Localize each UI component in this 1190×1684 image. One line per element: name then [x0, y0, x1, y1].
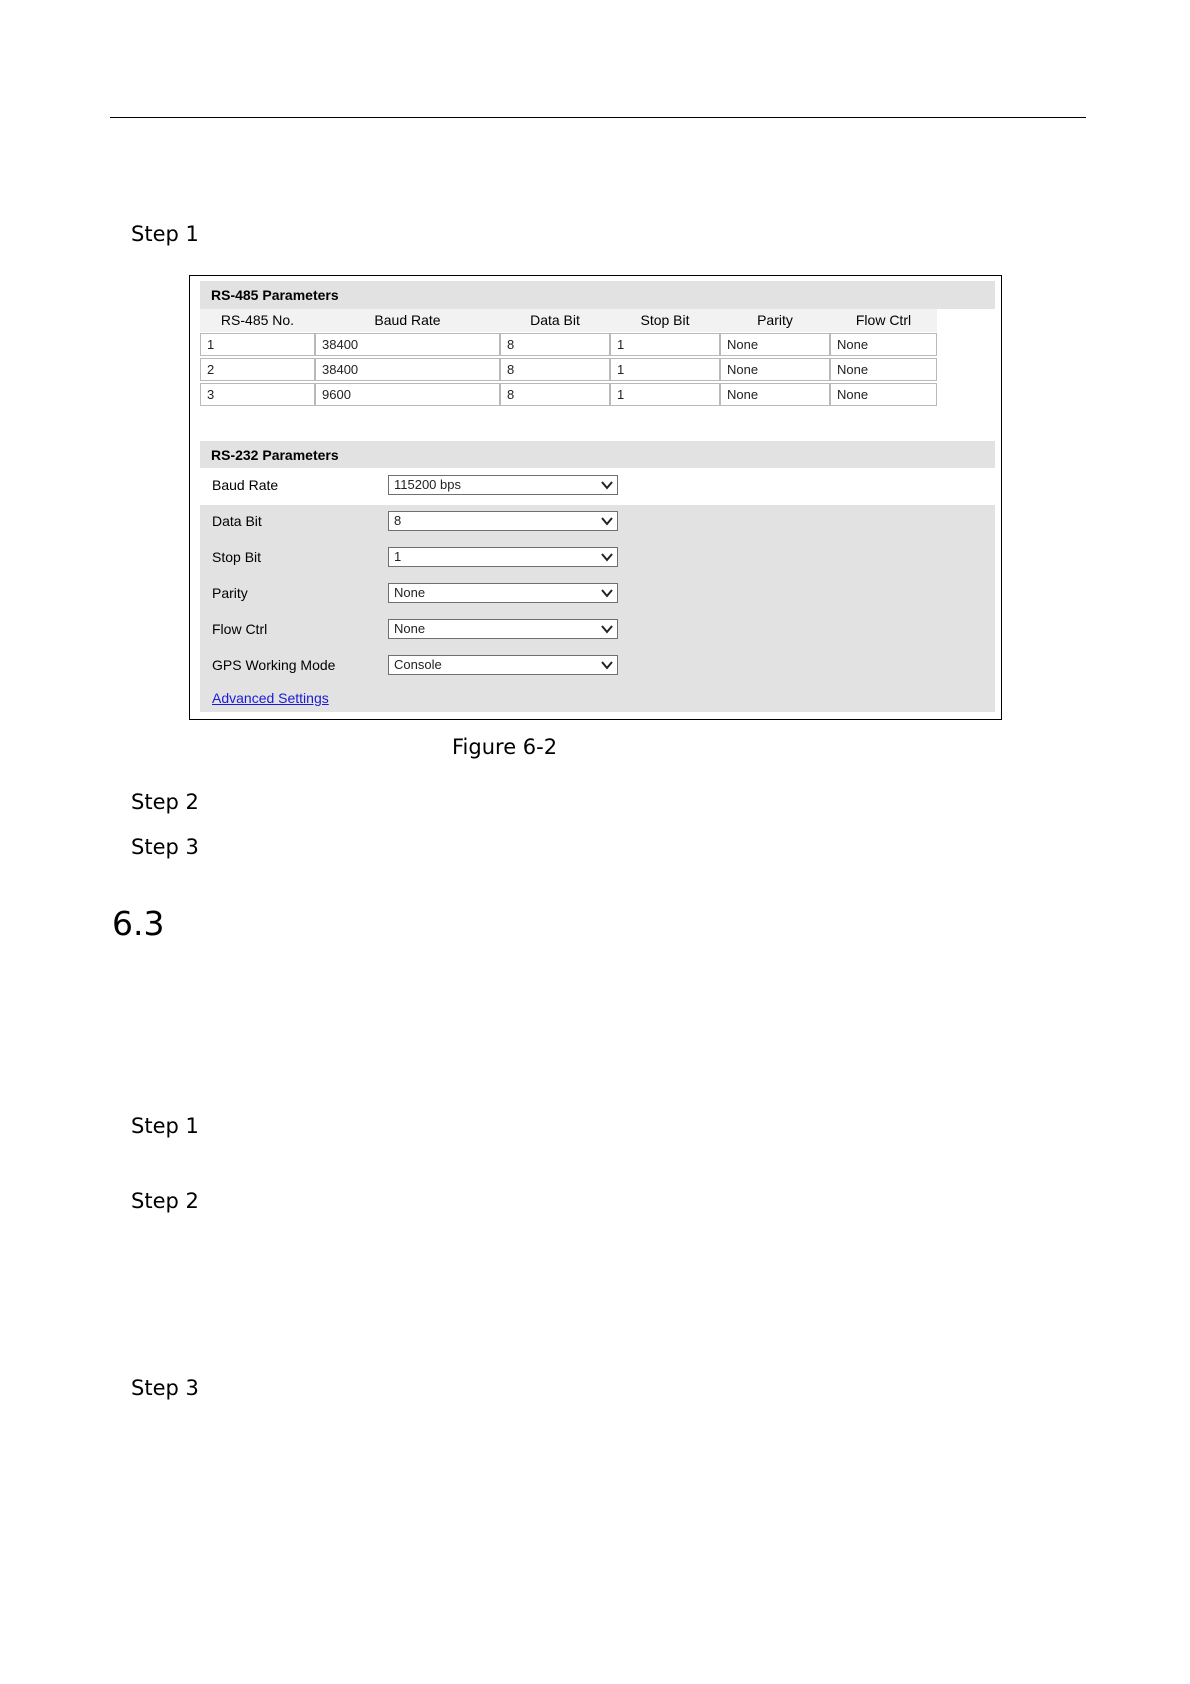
data-bit-value: 8 — [394, 513, 402, 528]
chevron-down-icon — [600, 623, 614, 635]
cell-data-bit: 8 — [500, 358, 610, 381]
cell-flow-ctrl: None — [830, 333, 937, 356]
chevron-down-icon — [600, 515, 614, 527]
cell-baud: 9600 — [315, 383, 500, 406]
cell-stop-bit: 1 — [610, 333, 720, 356]
cell-data-bit: 8 — [500, 383, 610, 406]
rs232-settings-area — [200, 505, 995, 712]
stop-bit-value: 1 — [394, 549, 402, 564]
col-baud-rate: Baud Rate — [374, 312, 441, 328]
chevron-down-icon — [600, 551, 614, 563]
gps-working-mode-value: Console — [394, 657, 442, 672]
stop-bit-label: Stop Bit — [212, 549, 262, 565]
gps-working-mode-select[interactable] — [388, 655, 618, 675]
step-3-label: Step 3 — [131, 835, 199, 859]
cell-stop-bit: 1 — [610, 383, 720, 406]
col-flow-ctrl: Flow Ctrl — [855, 312, 912, 328]
parity-select[interactable] — [388, 583, 618, 603]
header-rule — [110, 117, 1086, 118]
advanced-settings-link[interactable]: Advanced Settings — [212, 690, 329, 706]
flow-ctrl-value: None — [394, 621, 426, 636]
col-stop-bit: Stop Bit — [640, 312, 690, 328]
cell-parity: None — [720, 333, 830, 356]
cell-baud: 38400 — [315, 333, 500, 356]
parity-value: None — [394, 585, 426, 600]
section-number: 6.3 — [112, 904, 165, 943]
cell-no: 3 — [200, 383, 315, 406]
gps-working-mode-label: GPS Working Mode — [212, 657, 336, 673]
parity-label: Parity — [212, 585, 248, 601]
cell-no: 2 — [200, 358, 315, 381]
cell-data-bit: 8 — [500, 333, 610, 356]
cell-baud: 38400 — [315, 358, 500, 381]
table-row — [200, 333, 937, 356]
flow-ctrl-label: Flow Ctrl — [212, 621, 268, 637]
rs232-panel-title: RS-232 Parameters — [200, 441, 995, 469]
data-bit-label: Data Bit — [212, 513, 262, 529]
cell-parity: None — [720, 383, 830, 406]
step-3-label: Step 3 — [131, 1376, 199, 1400]
baud-rate-label: Baud Rate — [212, 477, 279, 493]
chevron-down-icon — [600, 479, 614, 491]
chevron-down-icon — [600, 587, 614, 599]
col-parity: Parity — [757, 312, 793, 328]
cell-flow-ctrl: None — [830, 358, 937, 381]
col-data-bit: Data Bit — [530, 312, 580, 328]
rs485-table-header — [200, 309, 937, 332]
figure-caption: Figure 6-2 — [452, 735, 558, 759]
serial-settings-figure — [189, 275, 1002, 720]
baud-rate-value: 115200 bps — [394, 477, 461, 492]
cell-parity: None — [720, 358, 830, 381]
flow-ctrl-select[interactable] — [388, 619, 618, 639]
step-2-label: Step 2 — [131, 790, 199, 814]
chevron-down-icon — [600, 659, 614, 671]
step-1-label: Step 1 — [131, 222, 199, 246]
stop-bit-select[interactable] — [388, 547, 618, 567]
table-row — [200, 383, 937, 406]
step-1-label: Step 1 — [131, 1114, 199, 1138]
table-row — [200, 358, 937, 381]
step-2-label: Step 2 — [131, 1189, 199, 1213]
data-bit-select[interactable] — [388, 511, 618, 531]
cell-flow-ctrl: None — [830, 383, 937, 406]
rs485-panel-title: RS-485 Parameters — [200, 281, 995, 309]
col-rs485-no: RS-485 No. — [220, 312, 295, 328]
baud-rate-select[interactable] — [388, 475, 618, 495]
cell-stop-bit: 1 — [610, 358, 720, 381]
cell-no: 1 — [200, 333, 315, 356]
